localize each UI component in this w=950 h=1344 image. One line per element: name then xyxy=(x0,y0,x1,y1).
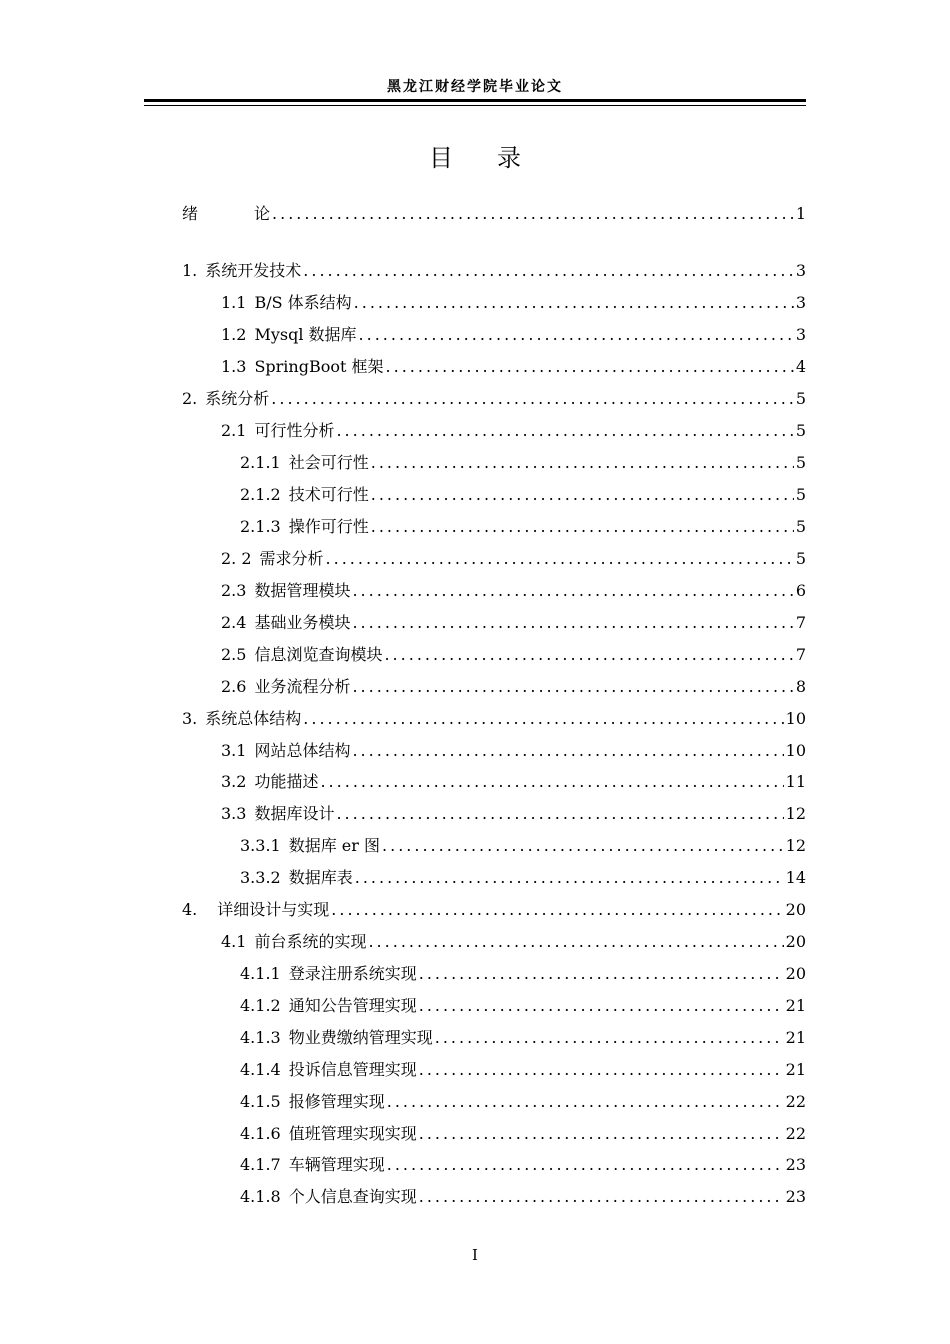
toc-entry-page: 20 xyxy=(785,932,806,951)
toc-entry-title: SpringBoot 框架 xyxy=(254,357,384,376)
page-number: I xyxy=(472,1246,478,1264)
toc-entry-number: 4.1.8 xyxy=(240,1187,281,1206)
toc-leader-dots xyxy=(435,1027,784,1049)
toc-entry-page: 1 xyxy=(795,204,806,223)
toc-leader-dots xyxy=(331,899,783,921)
toc-entry-number: 1. xyxy=(182,261,198,280)
toc-leader-dots xyxy=(355,867,784,889)
toc-entry[interactable] xyxy=(182,388,806,410)
toc-entry-number: 4. xyxy=(182,900,198,919)
toc-entry[interactable] xyxy=(221,676,806,698)
toc-entry-number: 1.1 xyxy=(221,293,247,312)
toc-entry-title: 功能描述 xyxy=(254,772,319,791)
toc-entry-title: 社会可行性 xyxy=(288,453,369,472)
toc-entry[interactable] xyxy=(182,708,806,730)
toc-leader-dots xyxy=(352,612,793,634)
toc-entry-title: 前台系统的实现 xyxy=(254,932,367,951)
toc-entry-page: 5 xyxy=(795,485,806,504)
toc-entry-page: 23 xyxy=(785,1187,806,1206)
toc-title: 目录 xyxy=(429,144,565,172)
toc-entry-title: 物业费缴纳管理实现 xyxy=(288,1028,433,1047)
toc-entry[interactable] xyxy=(221,612,806,634)
toc-entry-number: 2.1.2 xyxy=(240,485,281,504)
toc-entry[interactable] xyxy=(221,324,806,346)
toc-entry[interactable] xyxy=(240,835,806,857)
toc-entry[interactable] xyxy=(240,1091,806,1113)
toc-entry[interactable] xyxy=(221,292,806,314)
toc-entry[interactable] xyxy=(221,644,806,666)
toc-entry-title: 数据库 er 图 xyxy=(288,836,381,855)
toc-entry-page: 23 xyxy=(785,1155,806,1174)
toc-entry-page: 21 xyxy=(785,1028,806,1047)
toc-entry-number: 绪 xyxy=(182,204,199,223)
toc-entry-page: 10 xyxy=(785,741,806,760)
toc-entry[interactable] xyxy=(240,1123,806,1145)
toc-leader-dots xyxy=(352,580,793,602)
toc-entry-title: 业务流程分析 xyxy=(254,677,351,696)
toc-entry[interactable] xyxy=(240,1186,806,1208)
toc-entry-title: 可行性分析 xyxy=(254,421,335,440)
toc-entry[interactable] xyxy=(221,740,806,762)
toc-leader-dots xyxy=(371,452,794,474)
toc-entry-page: 5 xyxy=(795,453,806,472)
toc-entry-page: 6 xyxy=(795,581,806,600)
toc-entry-number: 2.1 xyxy=(221,421,247,440)
toc-entry[interactable] xyxy=(240,867,806,889)
toc-leader-dots xyxy=(387,1091,784,1113)
toc-entry[interactable] xyxy=(221,420,806,442)
toc-entry[interactable] xyxy=(182,899,806,921)
toc-leader-dots xyxy=(419,963,784,985)
toc-entry-number: 4.1.6 xyxy=(240,1124,281,1143)
toc-entry-title: 系统分析 xyxy=(205,389,270,408)
toc-leader-dots xyxy=(371,516,794,538)
toc-entry-page: 21 xyxy=(785,1060,806,1079)
running-header: 黑龙江财经学院毕业论文 xyxy=(387,79,563,95)
toc-entry-title: 数据管理模块 xyxy=(254,581,351,600)
toc-leader-dots xyxy=(384,644,793,666)
toc-entry-page: 12 xyxy=(785,804,806,823)
toc-entry-title: 操作可行性 xyxy=(288,517,369,536)
toc-entry-intro[interactable] xyxy=(182,203,806,225)
toc-entry-title: 报修管理实现 xyxy=(288,1092,385,1111)
toc-entry-page: 20 xyxy=(785,964,806,983)
toc-entry-number: 3.3.2 xyxy=(240,868,281,887)
toc-entry[interactable] xyxy=(221,803,806,825)
toc-entry[interactable] xyxy=(240,484,806,506)
toc-entry[interactable] xyxy=(240,1059,806,1081)
toc-entry[interactable] xyxy=(221,771,806,793)
toc-entry[interactable] xyxy=(240,516,806,538)
toc-entry[interactable] xyxy=(221,356,806,378)
toc-entry-title: B/S 体系结构 xyxy=(254,293,352,312)
toc-entry-title: 系统开发技术 xyxy=(205,261,302,280)
toc-entry[interactable] xyxy=(221,548,806,570)
toc-entry[interactable] xyxy=(221,580,806,602)
toc-leader-dots xyxy=(386,356,794,378)
toc-entry-page: 21 xyxy=(785,996,806,1015)
toc-entry-number: 2.1.3 xyxy=(240,517,281,536)
toc-entry-page: 10 xyxy=(785,709,806,728)
toc-entry-page: 8 xyxy=(795,677,806,696)
toc-leader-dots xyxy=(303,260,794,282)
toc-entry-number: 2. 2 xyxy=(221,549,252,568)
toc-entry-title: 信息浏览查询模块 xyxy=(254,645,383,664)
toc-entry-page: 3 xyxy=(795,325,806,344)
toc-entry-number: 2.4 xyxy=(221,613,247,632)
toc-entry-title: 通知公告管理实现 xyxy=(288,996,417,1015)
toc-entry[interactable] xyxy=(240,452,806,474)
toc-entry-page: 5 xyxy=(795,421,806,440)
toc-entry[interactable] xyxy=(221,931,806,953)
toc-entry-title: 投诉信息管理实现 xyxy=(288,1060,417,1079)
toc-leader-dots xyxy=(320,771,783,793)
toc-entry-number: 2.6 xyxy=(221,677,247,696)
toc-leader-dots xyxy=(272,203,794,225)
toc-entry-number: 2.5 xyxy=(221,645,247,664)
toc-entry-number: 4.1.1 xyxy=(240,964,281,983)
toc-entry-number: 3.2 xyxy=(221,772,247,791)
toc-entry-number: 1.2 xyxy=(221,325,247,344)
toc-entry-title: 数据库设计 xyxy=(254,804,335,823)
toc-entry-title: 个人信息查询实现 xyxy=(288,1187,417,1206)
toc-leader-dots xyxy=(419,1123,784,1145)
toc-leader-dots xyxy=(336,420,793,442)
toc-entry-title: 值班管理实现实现 xyxy=(288,1124,417,1143)
toc-leader-dots xyxy=(352,676,793,698)
header-rule-thin xyxy=(144,105,806,106)
toc-entry-page: 5 xyxy=(795,549,806,568)
toc-leader-dots xyxy=(387,1154,784,1176)
toc-leader-dots xyxy=(303,708,783,730)
toc-leader-dots xyxy=(419,1059,784,1081)
toc-entry-title: 详细设计与实现 xyxy=(217,900,330,919)
toc-entry-page: 22 xyxy=(785,1124,806,1143)
toc-leader-dots xyxy=(326,548,794,570)
toc-entry-number: 3.3.1 xyxy=(240,836,281,855)
toc-entry[interactable] xyxy=(182,260,806,282)
toc-leader-dots xyxy=(419,995,784,1017)
toc-entry-number: 3.1 xyxy=(221,741,247,760)
toc-entry-title: 技术可行性 xyxy=(288,485,369,504)
toc-leader-dots xyxy=(368,931,783,953)
toc-entry-title: 车辆管理实现 xyxy=(288,1155,385,1174)
toc-entry-number: 4.1.3 xyxy=(240,1028,281,1047)
toc-entry-page: 7 xyxy=(795,645,806,664)
toc-entry-number: 1.3 xyxy=(221,357,247,376)
toc-entry-page: 20 xyxy=(785,900,806,919)
toc-entry-number: 2.1.1 xyxy=(240,453,281,472)
toc-entry[interactable] xyxy=(240,995,806,1017)
toc-entry-title: 系统总体结构 xyxy=(205,709,302,728)
toc-entry-page: 3 xyxy=(795,261,806,280)
toc-entry[interactable] xyxy=(240,1027,806,1049)
toc-entry-title: 需求分析 xyxy=(259,549,324,568)
toc-entry-number: 4.1.5 xyxy=(240,1092,281,1111)
toc-entry-title: 登录注册系统实现 xyxy=(288,964,417,983)
toc-entry-number: 3.3 xyxy=(221,804,247,823)
toc-entry-page: 5 xyxy=(795,389,806,408)
toc-entry-number: 2.3 xyxy=(221,581,247,600)
toc-entry-number: 4.1.2 xyxy=(240,996,281,1015)
toc-entry-number: 4.1.7 xyxy=(240,1155,281,1174)
toc-entry-page: 22 xyxy=(785,1092,806,1111)
toc-entry[interactable] xyxy=(240,963,806,985)
toc-entry-page: 5 xyxy=(795,517,806,536)
toc-leader-dots xyxy=(371,484,794,506)
toc-leader-dots xyxy=(354,292,794,314)
toc-entry-page: 12 xyxy=(785,836,806,855)
toc-entry-title: 网站总体结构 xyxy=(254,741,351,760)
toc-entry-page: 14 xyxy=(785,868,806,887)
toc-entry-page: 11 xyxy=(785,772,806,791)
toc-leader-dots xyxy=(419,1186,784,1208)
toc-entry[interactable] xyxy=(240,1154,806,1176)
toc-entry-title: Mysql 数据库 xyxy=(254,325,357,344)
toc-entry-number: 3. xyxy=(182,709,198,728)
toc-entry-page: 4 xyxy=(795,357,806,376)
toc-entry-title: 论 xyxy=(254,204,271,223)
header-rule-thick xyxy=(144,99,806,102)
toc-entry-number: 2. xyxy=(182,389,198,408)
toc-entry-number: 4.1.4 xyxy=(240,1060,281,1079)
toc-entry-title: 基础业务模块 xyxy=(254,613,351,632)
toc-leader-dots xyxy=(271,388,794,410)
toc-leader-dots xyxy=(352,740,783,762)
toc-leader-dots xyxy=(336,803,783,825)
toc-entry-title: 数据库表 xyxy=(288,868,353,887)
toc-entry-page: 7 xyxy=(795,613,806,632)
toc-entry-page: 3 xyxy=(795,293,806,312)
toc-entry-number: 4.1 xyxy=(221,932,247,951)
toc-leader-dots xyxy=(382,835,784,857)
toc-leader-dots xyxy=(359,324,794,346)
